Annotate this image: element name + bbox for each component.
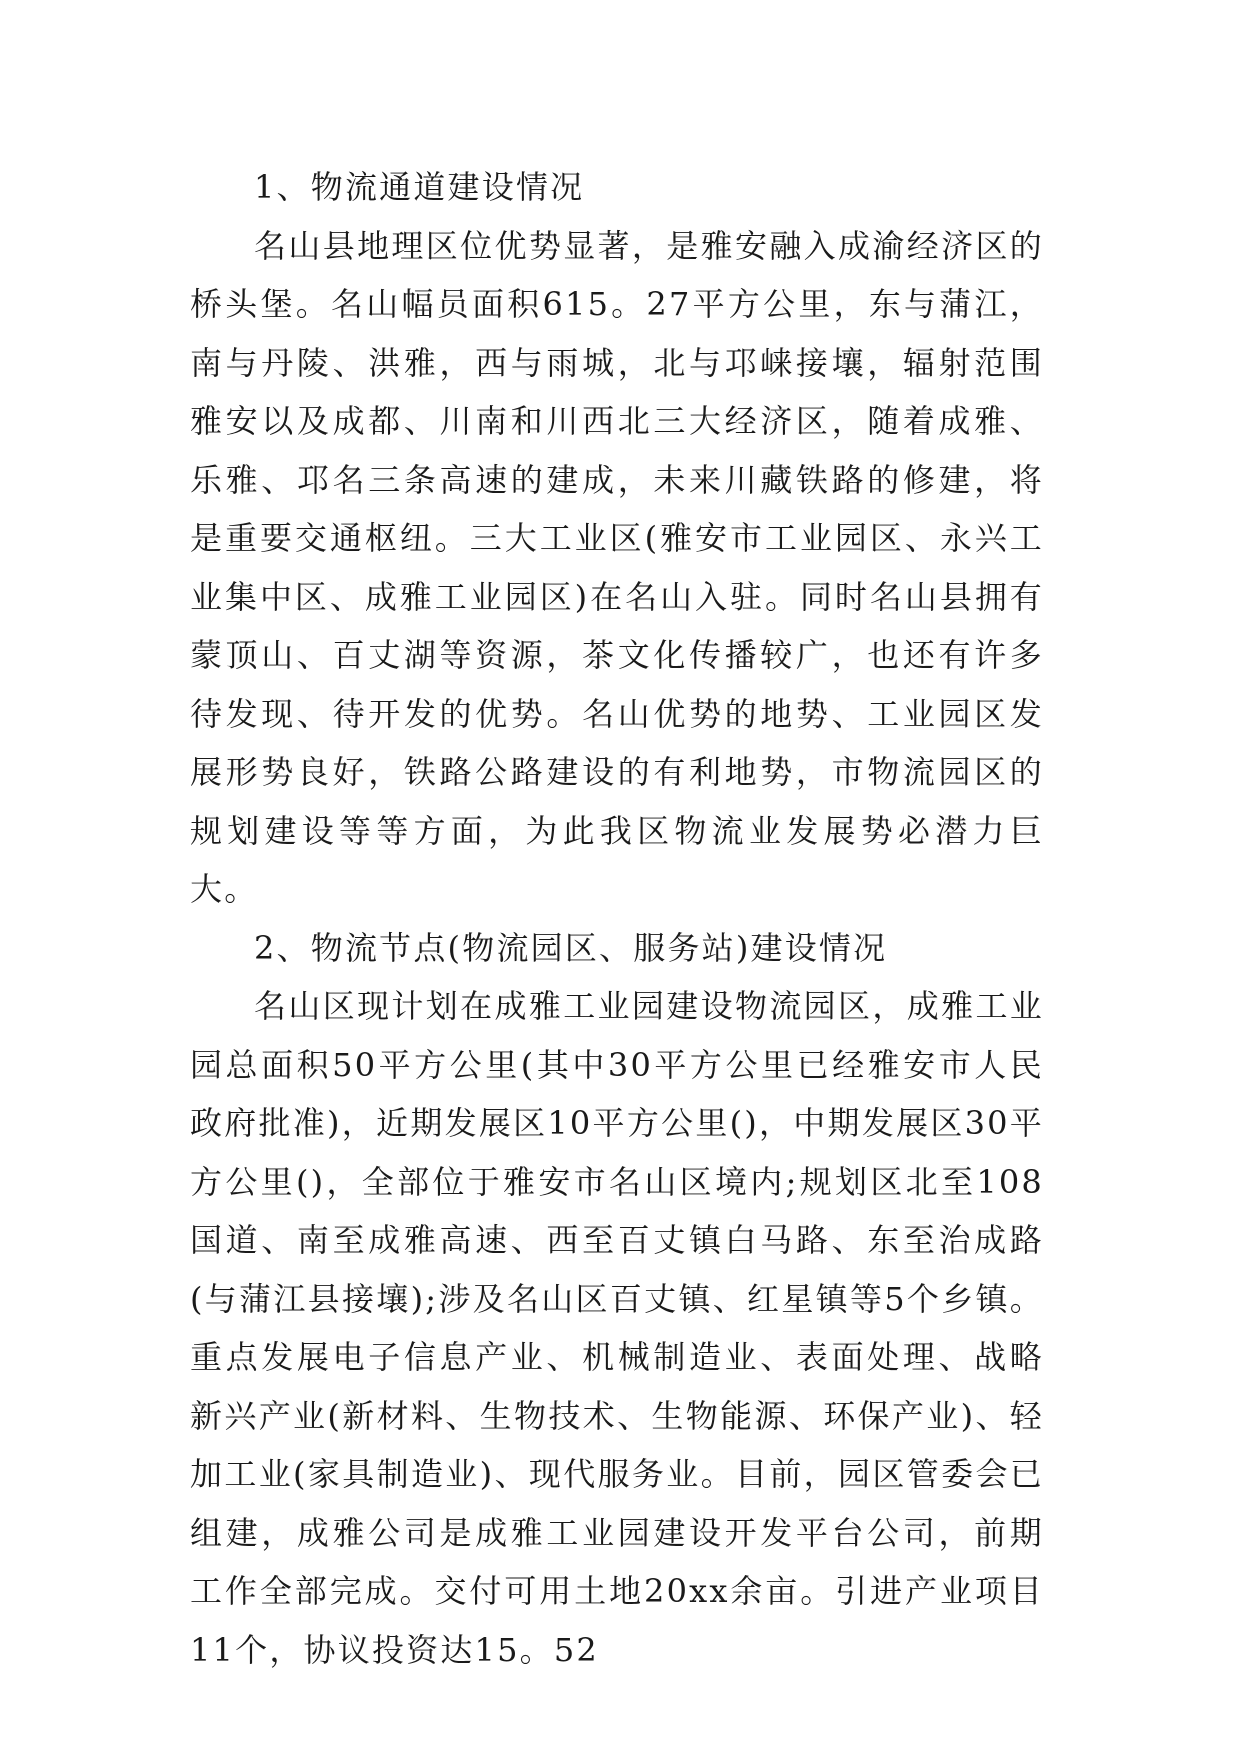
paragraph-industrial-park: 名山区现计划在成雅工业园建设物流园区，成雅工业园总面积50平方公里(其中30平方公里已经雅安市人民政府批准)，近期发展区10平方公里()，中期发展区30平方公里()，全部位于雅安市名山区境内;规划区北至108国道、南至成雅高速、西至百丈镇白马路、东至治成路(与蒲江县接壤);涉及名山区百丈镇、红星镇等5个乡镇。重点发展电子信息产业、机械制造业、表面处理、战略新兴产业(新材料、生物技术、生物能源、环保产业)、轻加工业(家具制造业)、现代服务业。目前，园区管委会已组建，成雅公司是成雅工业园建设开发平台公司，前期工作全部完成。交付可用土地20xx余亩。引进产业项目11个，协议投资达15。52 (190, 987, 1044, 1669)
paragraph-geographic-advantage: 名山县地理区位优势显著，是雅安融入成渝经济区的桥头堡。名山幅员面积615。27平方公里，东与蒲江，南与丹陵、洪雅，西与雨城，北与邛崃接壤，辐射范围雅安以及成都、川南和川西北三大经济区，随着成雅、乐雅、邛名三条高速的建成，未来川藏铁路的修建，将是重要交通枢纽。三大工业区(雅安市工业园区、永兴工业集中区、成雅工业园区)在名山入驻。同时名山县拥有蒙顶山、百丈湖等资源，茶文化传播较广，也还有许多待发现、待开发的优势。名山优势的地势、工业园区发展形势良好，铁路公路建设的有利地势，市物流园区的规划建设等等方面，为此我区物流业发展势必潜力巨大。 (190, 226, 1044, 908)
document-body (190, 158, 1044, 1679)
heading-logistics-channel: 1、物流通道建设情况 (254, 168, 585, 206)
heading-logistics-nodes: 2、物流节点(物流园区、服务站)建设情况 (254, 928, 888, 967)
